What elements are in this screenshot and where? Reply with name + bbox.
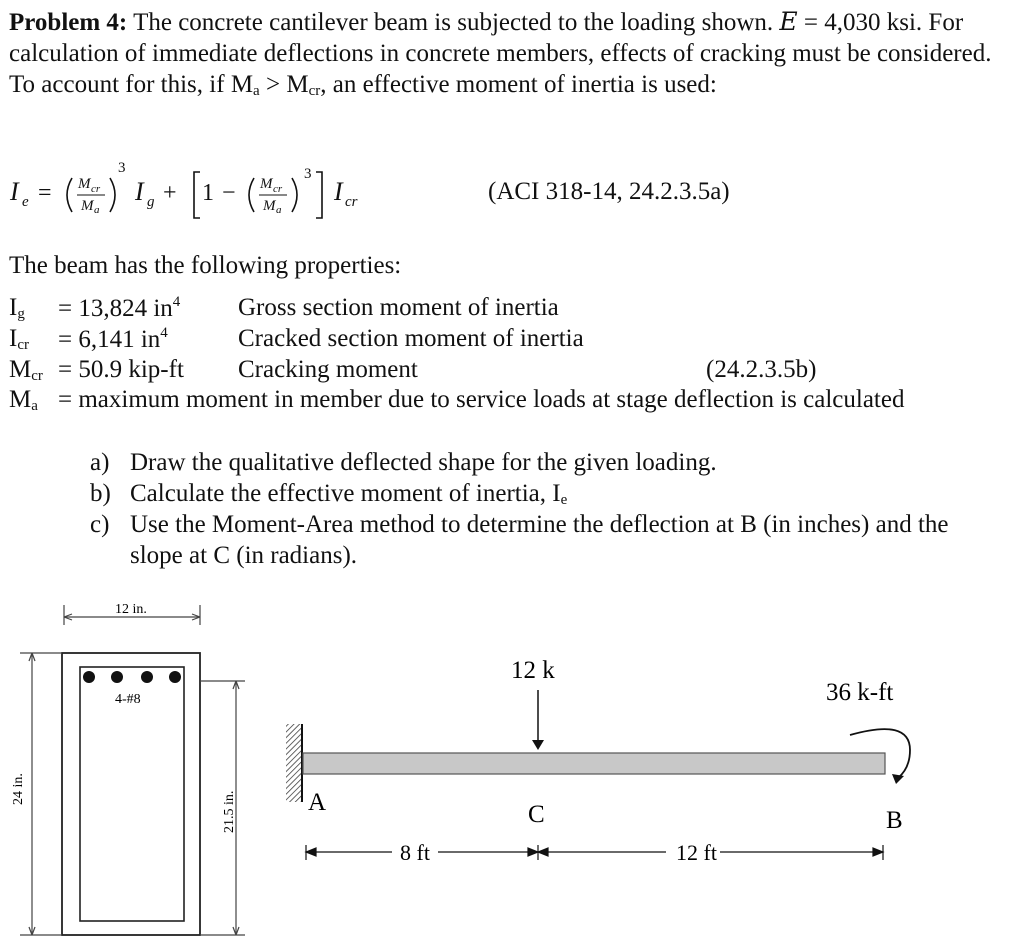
eq-ie: I [10, 177, 19, 206]
problem-label: Problem 4: [9, 9, 128, 36]
aci-reference: (ACI 318-14, 24.2.3.5a) [488, 178, 730, 205]
property-mcr-desc: Cracking moment [238, 356, 418, 383]
property-ma: $M_a$ [9, 386, 38, 414]
rebar-3 [141, 671, 153, 683]
property-mcr-ref: (24.2.3.5b) [706, 356, 817, 383]
point-a-label: A [308, 789, 327, 816]
ma-symbol: $M_a$ [230, 71, 260, 99]
property-ma-value: = maximum moment in member due to service loads at stage deflection is calculated [58, 386, 905, 413]
svg-text:I: I [135, 177, 144, 206]
property-mcr: $M_{cr}$ [9, 356, 43, 384]
question-b-marker: b) [90, 480, 111, 507]
rebar-1 [83, 671, 95, 683]
problem-text-1: The concrete cantilever beam is subjected to the loading shown. [133, 9, 774, 36]
svg-text:M: M [78, 176, 91, 192]
svg-text:3: 3 [118, 160, 126, 176]
svg-text:a: a [276, 204, 282, 216]
question-c-text: Use the Moment-Area method to determine the deflection at B (in inches) and the slope at C (in radians). [130, 511, 949, 569]
point-load-label: 12 k [511, 657, 555, 684]
e-value: = 4,030 [803, 9, 881, 36]
svg-text:cr: cr [345, 194, 358, 210]
point-b-label: B [886, 807, 903, 834]
properties-heading: The beam has the following properties: [9, 252, 402, 279]
property-icr-value: = 6,141 $in^4$ [58, 325, 168, 353]
svg-text:−: − [222, 180, 236, 206]
svg-text:cr: cr [273, 183, 283, 195]
question-b-text: Calculate the effective moment of inertia, $I_e$ [130, 480, 568, 508]
cantilever-beam-diagram [270, 640, 930, 880]
e-symbol: E [779, 7, 798, 36]
section-height-label: 24 in. [11, 773, 26, 805]
span-ac-label: 8 ft [400, 840, 430, 865]
section-depth-label: 21.5 in. [222, 790, 237, 833]
eq-ie-sub: e [22, 194, 29, 210]
span-cb-label: 12 ft [676, 840, 717, 865]
property-icr-desc: Cracked section moment of inertia [238, 325, 584, 352]
question-a-marker: a) [90, 449, 110, 476]
property-icr: $I_{cr}$ [9, 325, 29, 353]
svg-text:M: M [260, 176, 273, 192]
section-width-label: 12 in. [115, 602, 147, 617]
svg-text:g: g [147, 194, 155, 210]
moment-label: 36 k-ft [826, 679, 894, 706]
property-ig: $I_g$ [9, 294, 25, 322]
question-a-text: Draw the qualitative deflected shape for the given loading. [130, 449, 717, 476]
svg-text:+: + [163, 180, 177, 206]
svg-text:I: I [334, 177, 343, 206]
svg-text:=: = [38, 180, 52, 206]
rebar-4 [169, 671, 181, 683]
property-mcr-value: = 50.9 kip-ft [58, 356, 184, 383]
property-ig-desc: Gross section moment of inertia [238, 294, 559, 321]
effective-inertia-equation [0, 150, 420, 230]
rebar-label: 4-#8 [115, 692, 141, 707]
problem-statement [9, 6, 1009, 107]
svg-text:M: M [81, 198, 94, 214]
mcr-symbol: $M_{cr}$ [286, 71, 321, 99]
fixed-support [286, 724, 302, 802]
problem-text-2: ksi. For calculation of immediate deflections in concrete members, effects of cracking must be considered. To account for this, if [9, 9, 992, 98]
svg-text:3: 3 [304, 166, 312, 182]
point-c-label: C [528, 801, 545, 828]
gt-sign: > [265, 71, 281, 98]
svg-text:M: M [263, 198, 276, 214]
svg-text:cr: cr [91, 183, 101, 195]
beam-cross-section [0, 595, 260, 952]
svg-text:a: a [94, 204, 100, 216]
property-ig-value: = 13,824 $in^4$ [58, 294, 181, 322]
beam-body [303, 753, 885, 774]
rebar-2 [111, 671, 123, 683]
problem-text-3: , an effective moment of inertia is used: [320, 71, 717, 98]
svg-text:1: 1 [202, 180, 214, 206]
question-c-marker: c) [90, 511, 110, 538]
